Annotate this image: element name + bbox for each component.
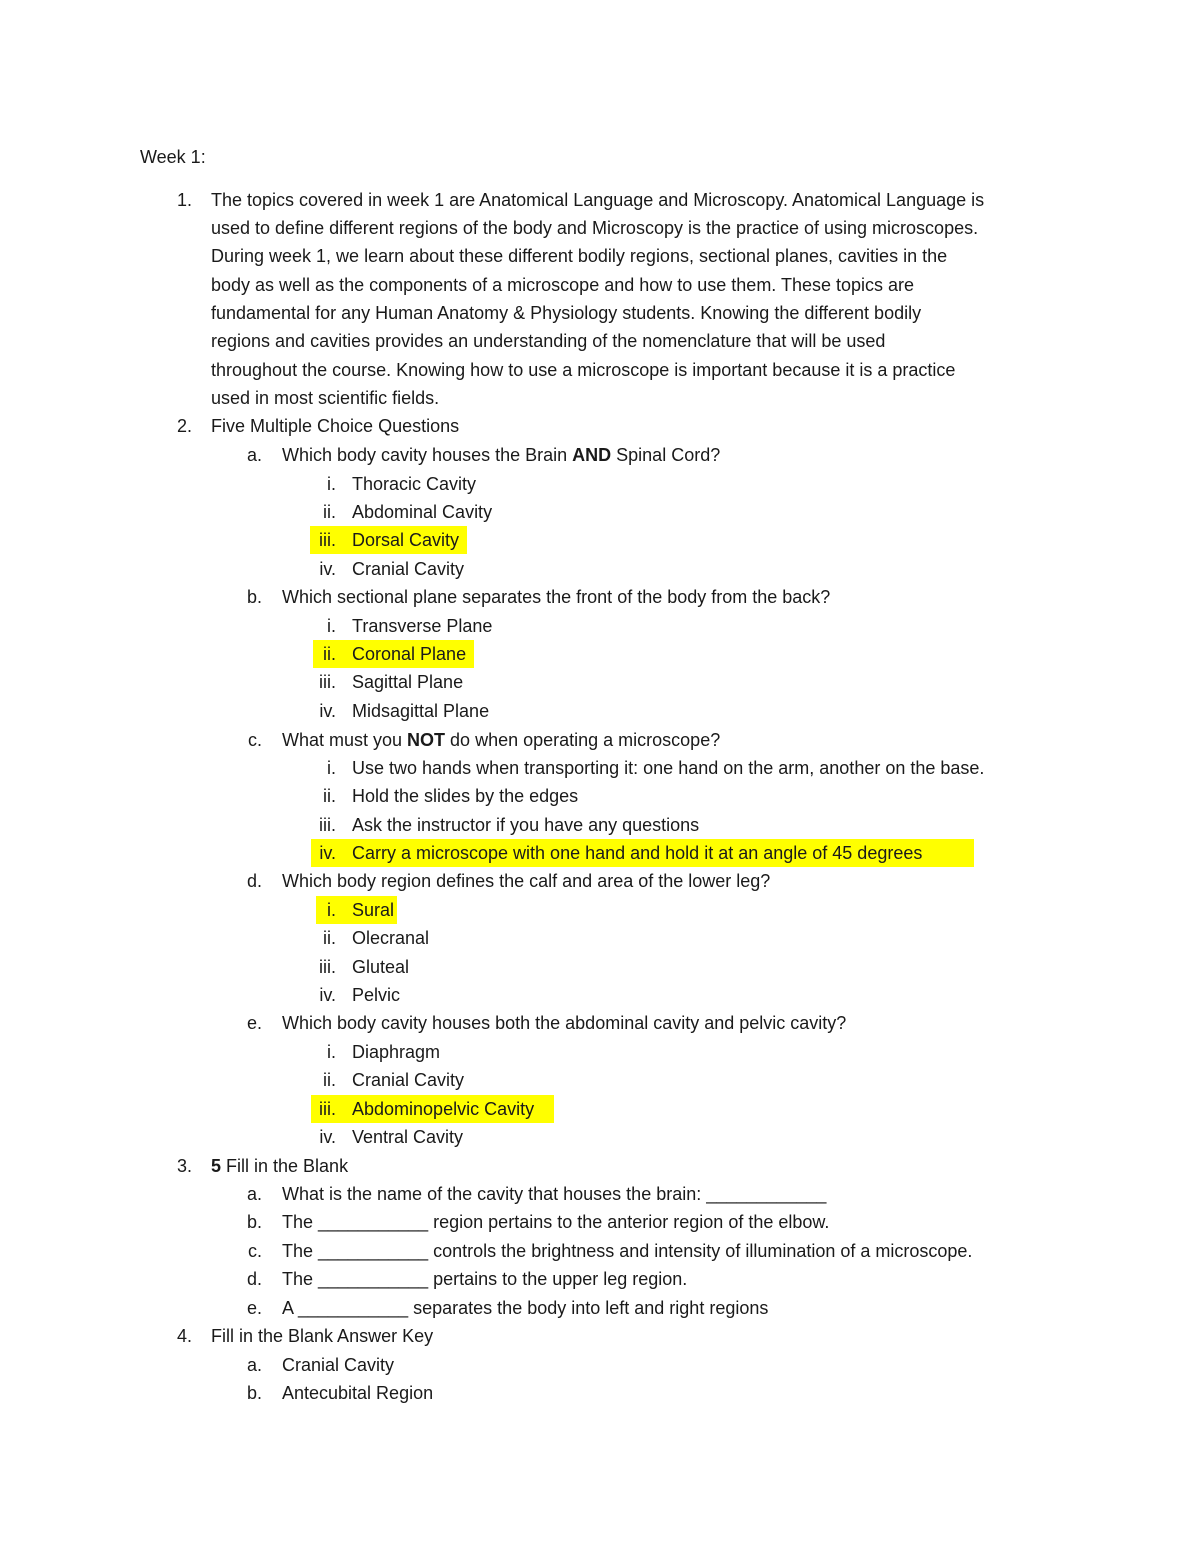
question-letter: a. — [246, 445, 262, 465]
question-letter: b. — [246, 587, 262, 607]
option-text: Thoracic Cavity — [352, 474, 477, 494]
question-text: Which body cavity houses the Brain AND Spinal Cord? — [282, 445, 721, 465]
option-text: Cranial Cavity — [352, 559, 465, 579]
question-text: What must you NOT do when operating a microscope? — [282, 730, 721, 750]
item-4-title: Fill in the Blank Answer Key — [211, 1326, 434, 1346]
item-1-line: During week 1, we learn about these different bodily regions, sectional planes, cavities in the — [211, 246, 948, 266]
option-numeral: i. — [327, 1042, 336, 1062]
question-text: Which body region defines the calf and area of the lower leg? — [282, 871, 771, 891]
item-1-line: used to define different regions of the body and Microscopy is the practice of using microscopes. — [211, 218, 979, 238]
question-letter: a. — [246, 1184, 262, 1204]
option-text: Abdominal Cavity — [352, 502, 493, 522]
option-text: Midsagittal Plane — [352, 701, 490, 721]
option-numeral: ii. — [323, 502, 336, 522]
item-3-number: 3. — [176, 1156, 192, 1176]
item-2-title: Five Multiple Choice Questions — [211, 416, 460, 436]
option-text: Carry a microscope with one hand and hold it at an angle of 45 degrees — [352, 843, 923, 863]
option-numeral: i. — [327, 474, 336, 494]
option-numeral: iii. — [319, 815, 336, 835]
question-letter: d. — [246, 871, 262, 891]
option-text: Gluteal — [352, 957, 410, 977]
option-numeral: i. — [327, 758, 336, 778]
question-text: What is the name of the cavity that houses the brain: ____________ — [282, 1184, 827, 1204]
item-1-line: body as well as the components of a microscope and how to use them. These topics are — [211, 275, 915, 295]
option-text: Diaphragm — [352, 1042, 441, 1062]
item-1-number: 1. — [176, 190, 192, 210]
answer-letter: b. — [246, 1383, 262, 1403]
question-letter: e. — [246, 1013, 262, 1033]
option-text: Sural — [352, 900, 395, 920]
item-1-line: regions and cavities provides an understanding of the nomenclature that will be used — [211, 331, 886, 351]
option-numeral: iv. — [319, 985, 336, 1005]
option-numeral: iv. — [319, 1127, 336, 1147]
option-numeral: ii. — [323, 1070, 336, 1090]
option-numeral: iii. — [319, 957, 336, 977]
item-3-title: 5 Fill in the Blank — [211, 1156, 349, 1176]
option-numeral: iii. — [319, 530, 336, 550]
question-text: The ___________ pertains to the upper leg region. — [282, 1269, 688, 1289]
option-text: Pelvic — [352, 985, 401, 1005]
item-1-line: used in most scientific fields. — [211, 388, 440, 408]
answer-text: Antecubital Region — [282, 1383, 434, 1403]
question-letter: d. — [246, 1269, 262, 1289]
option-text: Abdominopelvic Cavity — [352, 1099, 535, 1119]
item-1-line: The topics covered in week 1 are Anatomical Language and Microscopy. Anatomical Language is — [211, 190, 985, 210]
option-text: Sagittal Plane — [352, 672, 464, 692]
option-numeral: iv. — [319, 701, 336, 721]
option-numeral: ii. — [323, 786, 336, 806]
option-text: Transverse Plane — [352, 616, 493, 636]
answer-letter: a. — [246, 1355, 262, 1375]
item-1-line: throughout the course. Knowing how to use a microscope is important because it is a practice — [211, 360, 956, 380]
option-text: Hold the slides by the edges — [352, 786, 579, 806]
option-text: Use two hands when transporting it: one hand on the arm, another on the base. — [352, 758, 985, 778]
item-1-line: fundamental for any Human Anatomy & Physiology students. Knowing the different bodily — [211, 303, 922, 323]
week-heading: Week 1: — [140, 147, 206, 167]
question-text: Which body cavity houses both the abdominal cavity and pelvic cavity? — [282, 1013, 847, 1033]
option-numeral: i. — [327, 616, 336, 636]
question-text: The ___________ region pertains to the anterior region of the elbow. — [282, 1212, 830, 1232]
answer-text: Cranial Cavity — [282, 1355, 395, 1375]
option-numeral: iv. — [319, 559, 336, 579]
option-text: Cranial Cavity — [352, 1070, 465, 1090]
option-numeral: ii. — [323, 928, 336, 948]
option-numeral: iii. — [319, 1099, 336, 1119]
option-text: Olecranal — [352, 928, 430, 948]
question-text: Which sectional plane separates the front of the body from the back? — [282, 587, 831, 607]
option-text: Ventral Cavity — [352, 1127, 464, 1147]
item-4-number: 4. — [176, 1326, 192, 1346]
option-text: Ask the instructor if you have any questions — [352, 815, 700, 835]
option-text: Coronal Plane — [352, 644, 467, 664]
option-numeral: ii. — [323, 644, 336, 664]
option-text: Dorsal Cavity — [352, 530, 460, 550]
question-letter: b. — [246, 1212, 262, 1232]
question-text: The ___________ controls the brightness and intensity of illumination of a microscope. — [282, 1241, 973, 1261]
option-numeral: i. — [327, 900, 336, 920]
item-2-number: 2. — [176, 416, 192, 436]
question-text: A ___________ separates the body into left and right regions — [282, 1298, 769, 1318]
option-numeral: iii. — [319, 672, 336, 692]
option-numeral: iv. — [319, 843, 336, 863]
question-letter: e. — [246, 1298, 262, 1318]
question-letter: c. — [247, 1241, 262, 1261]
question-letter: c. — [247, 730, 262, 750]
